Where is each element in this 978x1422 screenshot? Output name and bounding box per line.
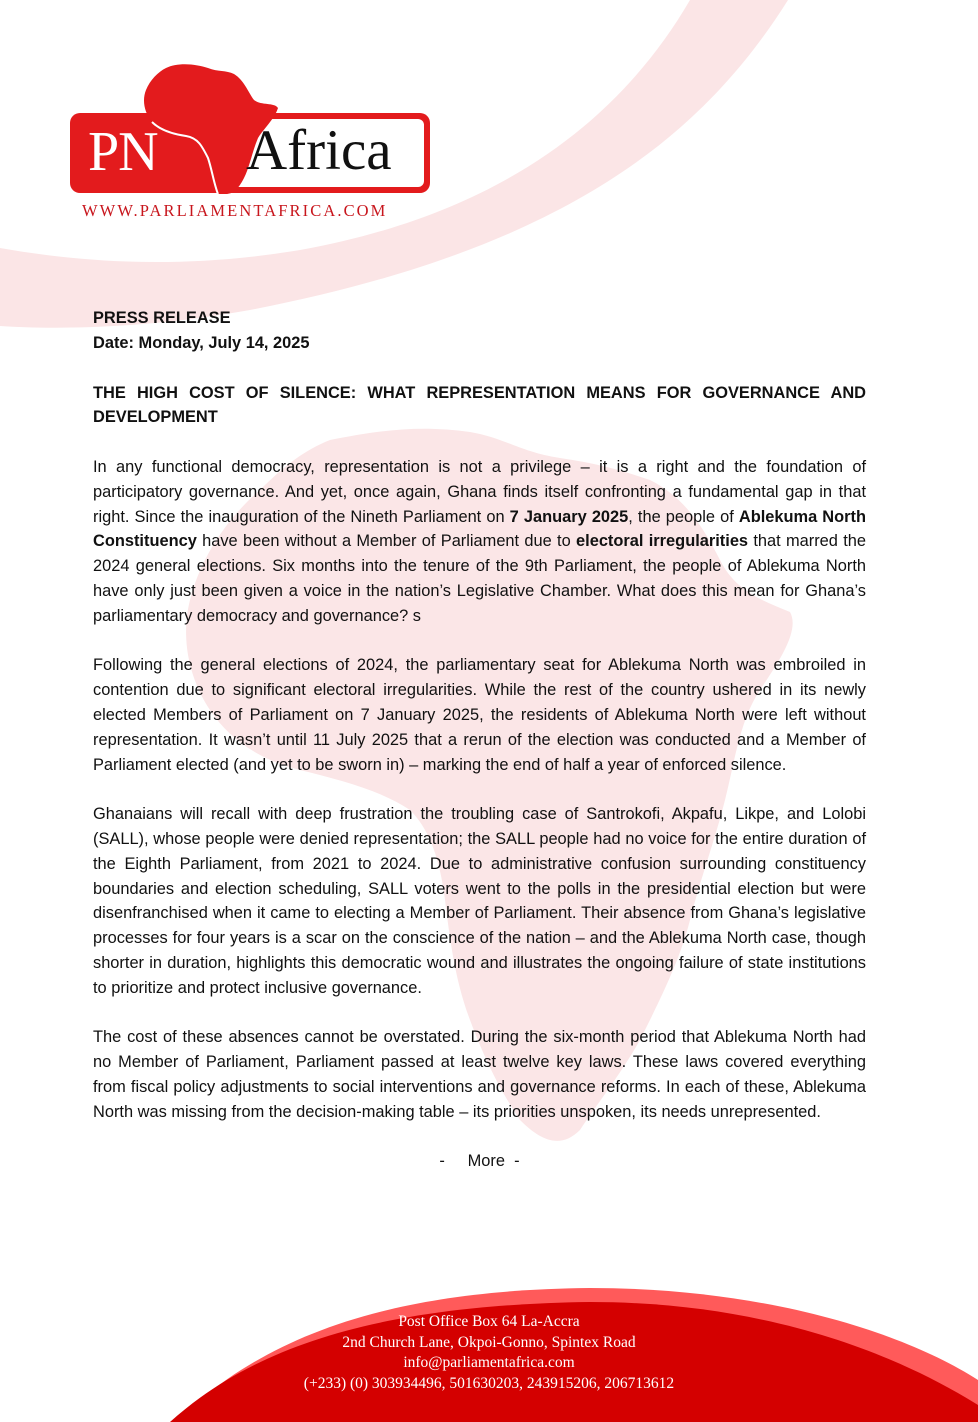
footer-contact bbox=[0, 1312, 978, 1394]
paragraph-1 bbox=[93, 455, 866, 629]
press-release-body bbox=[93, 306, 866, 1174]
paragraph-1-text-e: that marred the 2024 general elections. Six months into the tenure of the 9th Parliament, the people of Ablekuma North have only just been given a voice in the nation’s Legislative Chamber. What does this mean for Ghana’s parliamentary democracy and governance? s bbox=[93, 532, 866, 625]
footer-po-box: Post Office Box 64 La-Accra bbox=[398, 1313, 580, 1330]
bold-date: 7 January 2025 bbox=[509, 507, 629, 526]
paragraph-2: Following the general elections of 2024, the parliamentary seat for Ablekuma North was embroiled in contention due to significant electoral irregularities. While the rest of the country ushered in its newly elected Members of Parliament on 7 January 2025, the residents of Ablekuma North were left without representation. It wasn’t until 11 July 2025 that a rerun of the election was conducted and a Member of Parliament elected (and yet to be sworn in) – marking the end of half a year of enforced silence. bbox=[93, 656, 866, 774]
paragraph-1-text-c: , the people of bbox=[628, 507, 739, 526]
logo-pn-text: PN bbox=[88, 121, 158, 183]
more-label: - More - bbox=[439, 1152, 520, 1171]
logo[interactable] bbox=[68, 58, 438, 223]
footer-phone: (+233) (0) 303934496, 501630203, 243915206, 206713612 bbox=[303, 1374, 675, 1392]
page-title: THE HIGH COST OF SILENCE: WHAT REPRESENTATION MEANS FOR GOVERNANCE AND DEVELOPMENT bbox=[93, 383, 866, 427]
paragraph-4: The cost of these absences cannot be overstated. During the six-month period that Ablekuma North had no Member of Parliament, Parliament passed at least twelve key laws. These laws covered everything from fiscal policy adjustments to social interventions and governance reforms. In each of these, Ablekuma North was missing from the decision-making table – its priorities unspoken, its needs unrepresented. bbox=[93, 1028, 866, 1121]
paragraph-1-text-a: In any functional democracy, representation is not a privilege – it is a right and the foundation of participatory governance. And yet, once again, Ghana finds itself confronting a fundamental gap in that right. Since the inauguration of the Nineth Parliament on bbox=[93, 457, 866, 526]
bold-irregularities: electoral irregularities bbox=[576, 532, 749, 551]
bold-constituency: Ablekuma North Constituency bbox=[93, 507, 866, 551]
footer-email[interactable]: info@parliamentafrica.com bbox=[403, 1354, 575, 1371]
logo-africa-text: Africa bbox=[246, 119, 392, 182]
press-release-label: PRESS RELEASE bbox=[93, 309, 231, 327]
paragraph-1-text-d: have been without a Member of Parliament due to bbox=[196, 532, 577, 551]
more-indicator bbox=[93, 1149, 866, 1174]
footer-street-address: 2nd Church Lane, Okpoi-Gonno, Spintex Road bbox=[342, 1333, 636, 1351]
release-date: Date: Monday, July 14, 2025 bbox=[93, 333, 310, 352]
paragraph-3: Ghanaians will recall with deep frustration the troubling case of Santrokofi, Akpafu, Likpe, and Lolobi (SALL), whose people were denied representation; the SALL people had no voice for the entire duration of the Eighth Parliament, from 2021 to 2024. Due to administrative confusion surrounding constituency boundaries and election scheduling, SALL voters went to the polls in the presidential election but were disenfranchised when it came to electing a Member of Parliament. Their absence from Ghana’s legislative processes for four years is a scar on the conscience of the nation – and the Ablekuma North case, though shorter in duration, highlights this democratic wound and illustrates the ongoing failure of state institutions to prioritize and protect inclusive governance. bbox=[93, 805, 866, 997]
logo-url[interactable]: WWW.PARLIAMENTAFRICA.COM bbox=[82, 201, 388, 220]
